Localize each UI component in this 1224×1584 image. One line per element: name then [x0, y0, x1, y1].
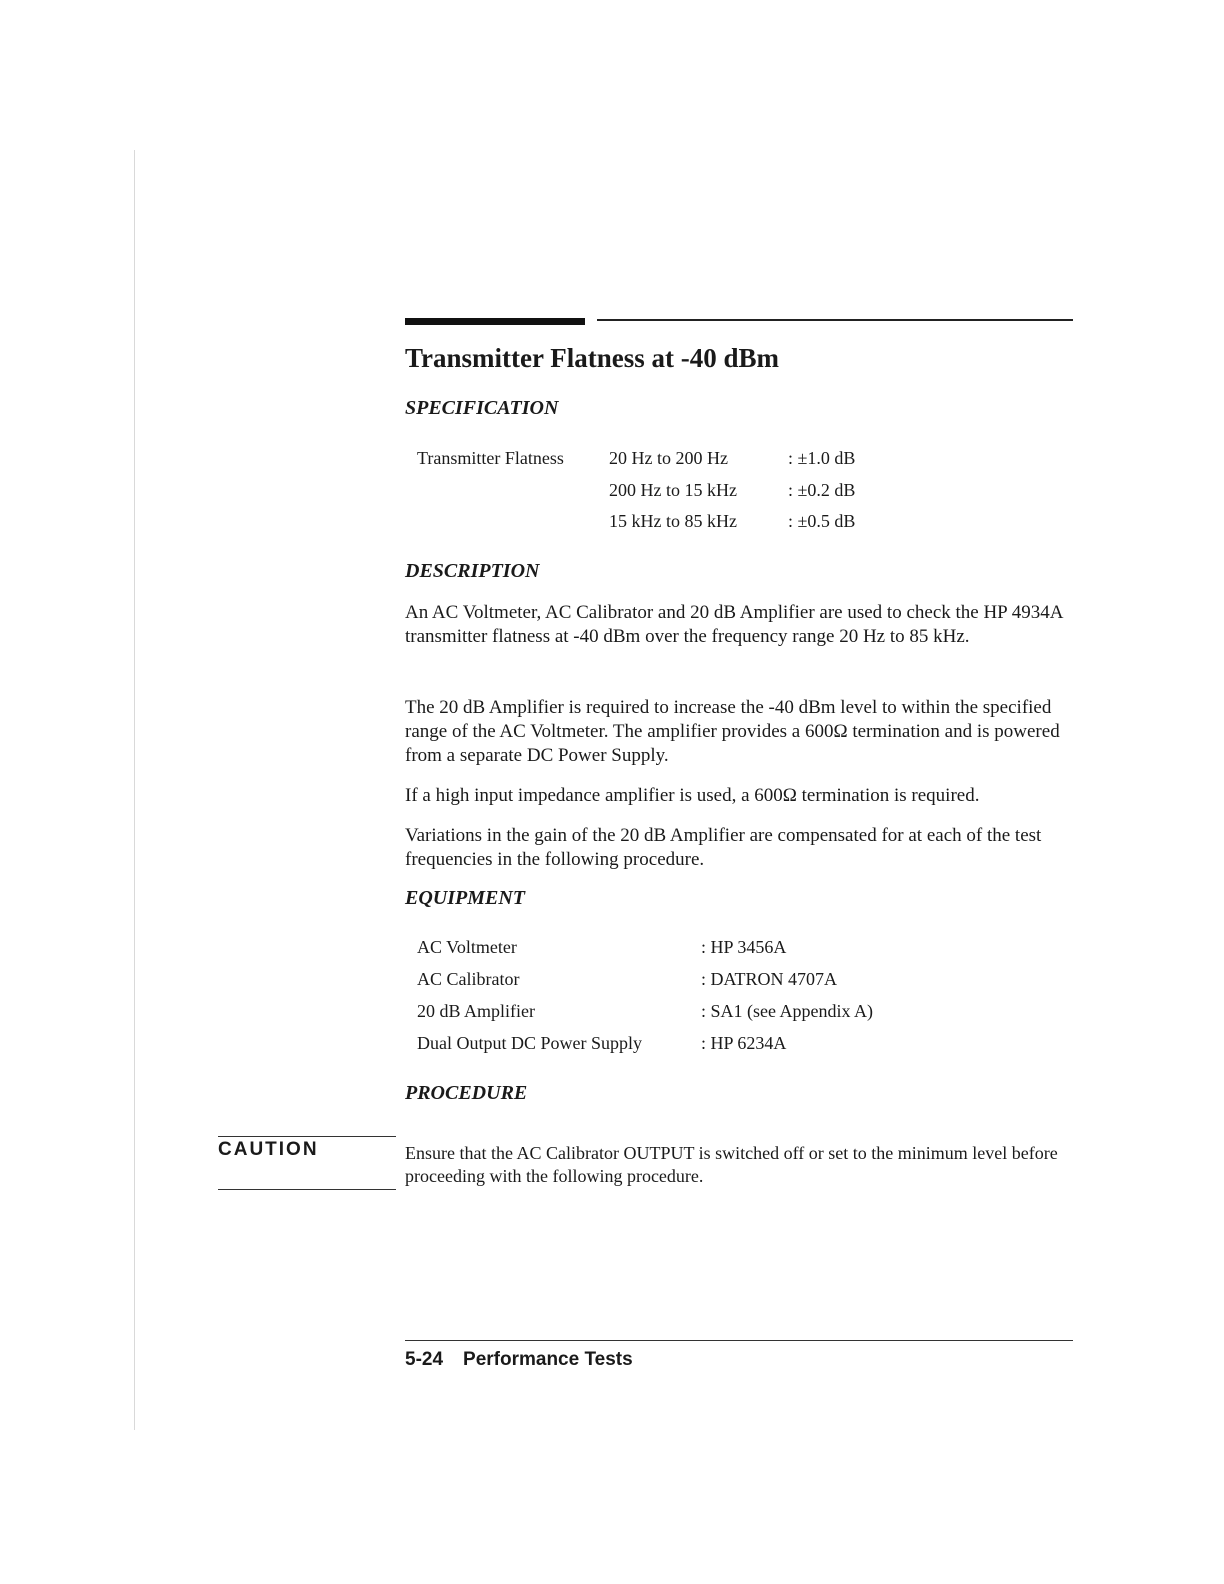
spec-range: 15 kHz to 85 kHz	[609, 511, 737, 531]
header-rule-thin	[597, 319, 1073, 321]
description-paragraph: Variations in the gain of the 20 dB Amplifier are compensated for at each of the test frequencies in the following procedure.	[405, 825, 1042, 870]
header-rule-thick	[405, 318, 585, 325]
caution-rule-top	[218, 1136, 396, 1137]
description-paragraph: An AC Voltmeter, AC Calibrator and 20 dB Amplifier are used to check the HP 4934A transmitter flatness at -40 dBm over the frequency range 20 Hz to 85 kHz.	[405, 602, 1063, 647]
page-number: 5-24	[405, 1349, 444, 1370]
equipment-model: : SA1 (see Appendix A)	[701, 1001, 873, 1021]
caution-text: Ensure that the AC Calibrator OUTPUT is switched off or set to the minimum level before proceeding with the following procedure.	[405, 1143, 1058, 1186]
equipment-heading: EQUIPMENT	[405, 887, 526, 909]
description-heading: DESCRIPTION	[405, 560, 540, 582]
description-paragraph: The 20 dB Amplifier is required to increase the -40 dBm level to within the specified range of the AC Voltmeter. The amplifier provides a 600Ω termination and is powered from a separate DC Power Supply.	[405, 697, 1060, 766]
equipment-name: Dual Output DC Power Supply	[417, 1033, 642, 1053]
spec-value: : ±0.5 dB	[788, 511, 856, 531]
equipment-model: : HP 3456A	[701, 937, 787, 957]
spec-range: 200 Hz to 15 kHz	[609, 480, 737, 500]
equipment-name: AC Calibrator	[417, 969, 520, 989]
equipment-model: : HP 6234A	[701, 1033, 787, 1053]
caution-label: CAUTION	[218, 1139, 319, 1160]
spec-parameter: Transmitter Flatness	[417, 448, 564, 468]
spec-value: : ±0.2 dB	[788, 480, 856, 500]
scan-margin-line	[134, 150, 135, 1430]
equipment-name: 20 dB Amplifier	[417, 1001, 535, 1021]
procedure-heading: PROCEDURE	[405, 1082, 528, 1104]
page-title: Transmitter Flatness at -40 dBm	[405, 343, 779, 373]
footer-section-title: Performance Tests	[463, 1349, 633, 1370]
description-paragraph: If a high input impedance amplifier is used, a 600Ω termination is required.	[405, 785, 980, 806]
spec-range: 20 Hz to 200 Hz	[609, 448, 728, 468]
footer-rule	[405, 1340, 1073, 1341]
page-footer	[405, 1349, 633, 1371]
spec-value: : ±1.0 dB	[788, 448, 856, 468]
specification-heading: SPECIFICATION	[405, 397, 559, 419]
equipment-model: : DATRON 4707A	[701, 969, 838, 989]
equipment-name: AC Voltmeter	[417, 937, 517, 957]
caution-rule-bottom	[218, 1189, 396, 1190]
